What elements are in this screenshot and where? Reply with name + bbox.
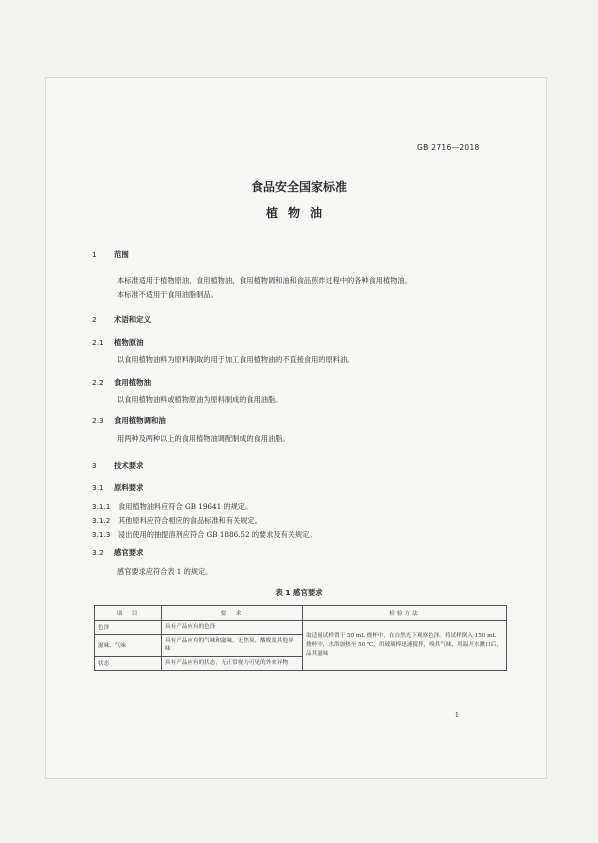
sensory-requirements-table bbox=[94, 605, 507, 671]
section-2-1-heading bbox=[92, 337, 144, 348]
section-number: 3.1 bbox=[92, 483, 104, 492]
document-title: 食品安全国家标准 bbox=[250, 180, 347, 194]
section-title: 感官要求 bbox=[114, 548, 144, 557]
section-3-1-heading bbox=[92, 482, 144, 493]
clause-text: 浸出使用的抽提溶剂应符合 GB 1886.52 的要求及有关规定。 bbox=[118, 530, 317, 539]
header-method: 检验方法 bbox=[303, 606, 507, 621]
standard-number: GB 2716—2018 bbox=[417, 143, 480, 152]
section-number: 3 bbox=[92, 461, 97, 470]
section-1-heading bbox=[92, 249, 129, 260]
page-number: 1 bbox=[455, 712, 459, 719]
row-item: 滋味、气味 bbox=[95, 634, 162, 656]
section-title: 范围 bbox=[114, 250, 129, 259]
row-requirement: 具有产品应有的气味和滋味，无焦臭、酸败及其他异味 bbox=[162, 634, 303, 656]
clause-3-1-2 bbox=[92, 516, 262, 526]
row-requirement: 具有产品应有的色泽 bbox=[162, 621, 303, 635]
section-title: 植物原油 bbox=[114, 338, 144, 347]
section-number: 1 bbox=[92, 250, 97, 259]
document-subtitle: 植物油 bbox=[265, 206, 332, 220]
row-item: 色泽 bbox=[95, 621, 162, 635]
section-title: 食用植物油 bbox=[114, 378, 151, 387]
scope-paragraph-1: 本标准适用于植物原油、食用植物油、食用植物调和油和食品煎炸过程中的各种食用植物油。 bbox=[117, 276, 412, 285]
section-2-2-heading bbox=[92, 377, 151, 388]
definition-2-3: 用两种及两种以上的食用植物油调配制成的食用油脂。 bbox=[117, 434, 290, 443]
clause-number: 3.1.1 bbox=[92, 502, 111, 511]
section-title: 技术要求 bbox=[114, 461, 144, 470]
sensory-paragraph: 感官要求应符合表 1 的规定。 bbox=[117, 567, 213, 576]
row-item: 状态 bbox=[95, 656, 162, 670]
row-requirement: 具有产品应有的状态，无正常视力可见的外来异物 bbox=[162, 656, 303, 670]
section-title: 术语和定义 bbox=[114, 315, 151, 324]
table-row bbox=[95, 621, 507, 635]
clause-text: 食用植物油料应符合 GB 19641 的规定。 bbox=[118, 502, 253, 511]
section-number: 2.3 bbox=[92, 416, 104, 425]
clause-number: 3.1.3 bbox=[92, 530, 111, 539]
scope-paragraph-2: 本标准不适用于食用油脂制品。 bbox=[117, 290, 218, 299]
section-title: 食用植物调和油 bbox=[114, 416, 166, 425]
clause-3-1-1 bbox=[92, 502, 252, 512]
header-item: 项 目 bbox=[95, 606, 162, 621]
clause-3-1-3 bbox=[92, 530, 317, 540]
clause-number: 3.1.2 bbox=[92, 516, 111, 525]
section-number: 3.2 bbox=[92, 548, 104, 557]
header-requirement: 要 求 bbox=[162, 606, 303, 621]
definition-2-1: 以食用植物油料为原料制取的用于加工食用植物油的不直接食用的原料油。 bbox=[117, 355, 355, 364]
definition-2-2: 以食用植物油料或植物原油为原料制成的食用油脂。 bbox=[117, 395, 283, 404]
section-number: 2.2 bbox=[92, 378, 104, 387]
inspection-method: 取适量试样置于 50 mL 烧杯中，在自然光下观察色泽。将试样倒入 150 mL 烧杯中，水浴加热至 50 ℃，用玻璃棒迅速搅拌，嗅其气味，用温开水漱口后，品其滋味 bbox=[303, 621, 507, 671]
section-number: 2.1 bbox=[92, 338, 104, 347]
table-header-row bbox=[95, 606, 507, 621]
table-caption: 表 1 感官要求 bbox=[275, 588, 323, 597]
section-2-3-heading bbox=[92, 415, 166, 426]
section-2-heading bbox=[92, 314, 151, 325]
section-3-2-heading bbox=[92, 547, 144, 558]
clause-text: 其他原料应符合相应的食品标准和有关规定。 bbox=[118, 516, 262, 525]
section-3-heading bbox=[92, 460, 144, 471]
section-title: 原料要求 bbox=[114, 483, 144, 492]
section-number: 2 bbox=[92, 315, 97, 324]
